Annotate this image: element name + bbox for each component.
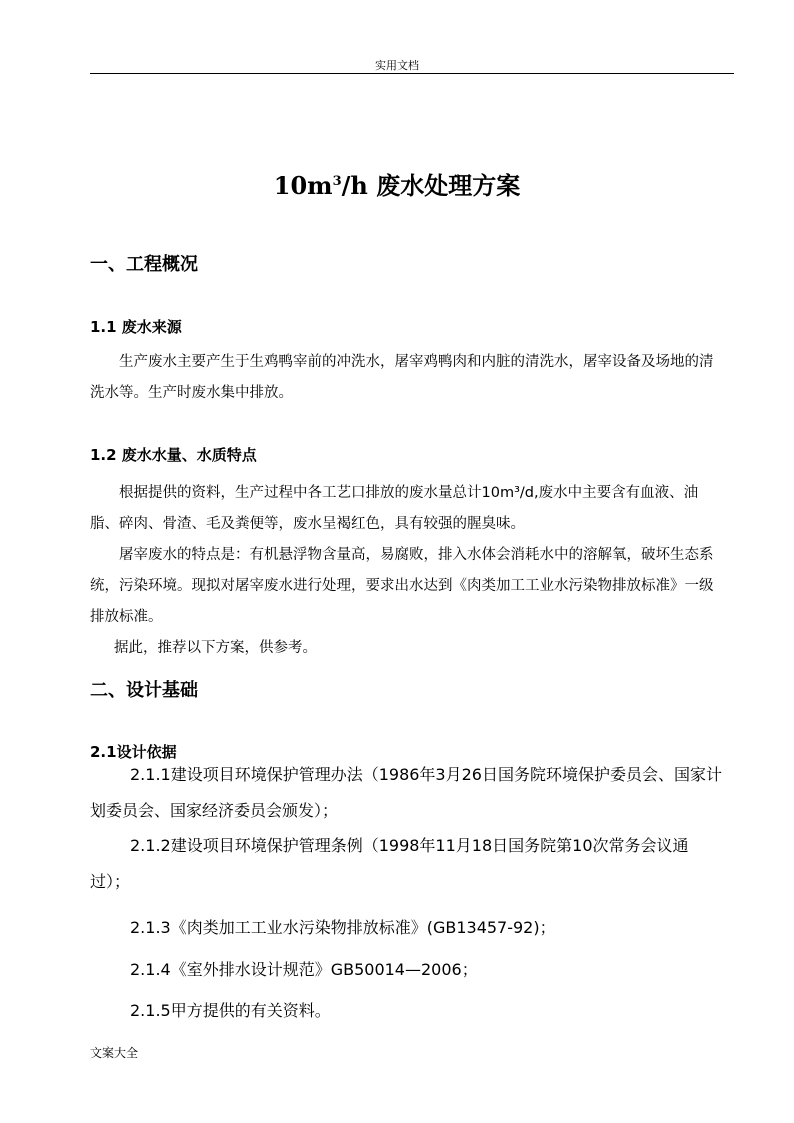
header-divider: [90, 73, 734, 74]
list-item-basis-3: 2.1.3《肉类加工工业水污染物排放标准》(GB13457-92)；: [130, 918, 556, 937]
section-heading-overview: 一、工程概况: [90, 254, 198, 275]
page-footer: 文案大全: [90, 1046, 139, 1060]
subsection-heading-basis: 2.1设计依据: [90, 743, 177, 761]
page-header: 实用文档: [375, 59, 419, 72]
paragraph-quality-2: 屠宰废水的特点是：有机悬浮物含量高，易腐败，排入水体会消耗水中的溶解氧，破坏生态系统，污染环境。现拟对屠宰废水进行处理，要求出水达到《肉类加工工业水污染物排放标准》一级排放标准。: [90, 547, 714, 625]
title-suffix: /h 废水处理方案: [341, 171, 521, 200]
section-heading-design: 二、设计基础: [90, 680, 198, 701]
list-item-basis-5: 2.1.5甲方提供的有关资料。: [130, 1001, 331, 1020]
subsection-heading-quality: 1.2 废水水量、水质特点: [90, 446, 257, 464]
list-item-basis-2: 2.1.2建设项目环境保护管理条例（1998年11月18日国务院第10次常务会议通过）；: [90, 836, 689, 891]
paragraph-quality-3: 据此，推荐以下方案，供参考。: [114, 640, 317, 656]
subsection-heading-source: 1.1 废水来源: [90, 318, 182, 336]
paragraph-quality-1: 根据提供的资料，生产过程中各工艺口排放的废水量总计10m³/d,废水中主要含有血液、油脂、碎肉、骨渣、毛及粪便等，废水呈褐红色，具有较强的腥臭味。: [90, 485, 699, 532]
title-superscript: 3: [332, 174, 342, 189]
list-item-basis-1: 2.1.1建设项目环境保护管理办法（1986年3月26日国务院环境保护委员会、国家计划委员会、国家经济委员会颁发）；: [90, 765, 722, 820]
paragraph-source: 生产废水主要产生于生鸡鸭宰前的冲洗水，屠宰鸡鸭肉和内脏的清洗水，屠宰设备及场地的清洗水等。生产时废水集中排放。: [90, 354, 714, 401]
list-item-basis-4: 2.1.4《室外排水设计规范》GB50014—2006；: [130, 960, 478, 979]
document-title: [0, 166, 794, 201]
title-prefix: 10m: [273, 171, 333, 200]
